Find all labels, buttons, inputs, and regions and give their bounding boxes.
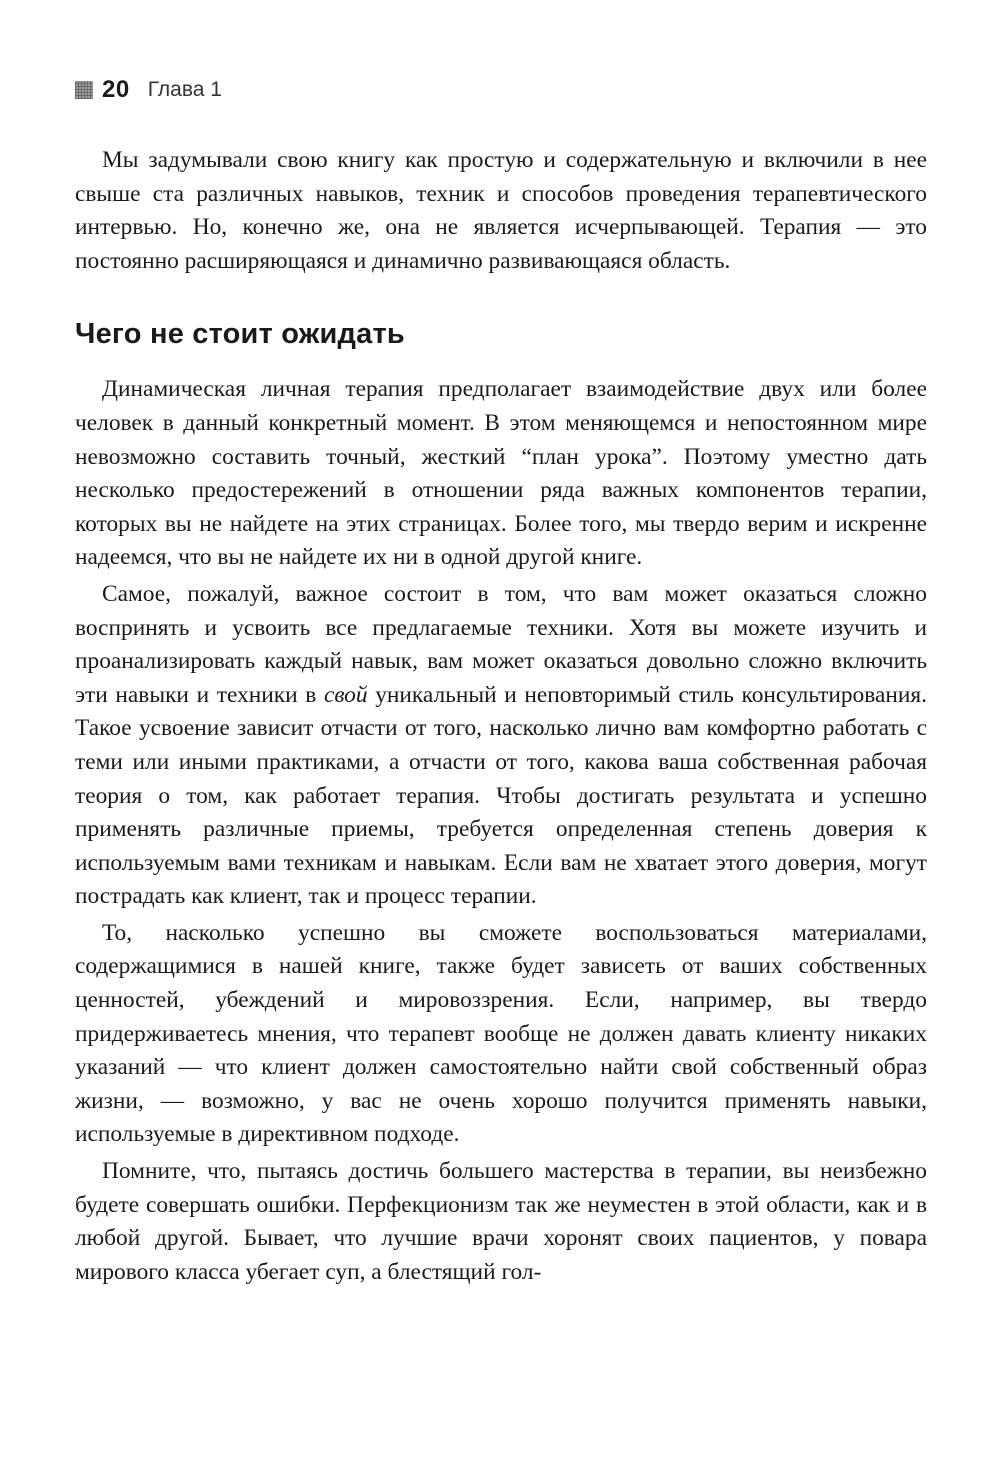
body-text bbox=[75, 144, 927, 1289]
book-page bbox=[75, 70, 927, 1289]
running-head bbox=[75, 70, 927, 110]
paragraph-mistakes: Помните, что, пытаясь достичь большего мастерства в терапии, вы неизбежно будете совершать ошибки. Перфекционизм так же неуместен в этой области, как и в любой другой. Бывает, что лучшие врачи хоронят своих пациентов, у повара мирового класса убегает суп, а блестящий гол- bbox=[75, 1158, 927, 1285]
section-heading: Чего не стоит ожидать bbox=[75, 318, 405, 351]
paragraph-values: То, насколько успешно вы сможете воспользоваться материалами, содержащимися в нашей книге, также будет зависеть от ваших собственных ценностей, убеждений и мировоззрения. Если, например, вы твердо придерживаетесь мнения, что терапевт вообще не должен давать клиенту никаких указаний — что клиент должен самостоятельно найти свой собственный образ жизни, — возможно, у вас не очень хорошо получится применять навыки, используемые в директивном подходе. bbox=[75, 919, 927, 1148]
intro-paragraph: Мы задумывали свою книгу как простую и содержательную и включили в нее свыше ста различных навыков, техник и способов проведения терапевтического интервью. Но, конечно же, она не является исчерпывающей. Терапия — это постоянно расширяющаяся и динамично развивающаяся область. bbox=[75, 147, 927, 274]
emphasis-text: свой bbox=[323, 681, 368, 708]
paragraph-text: уникальный и неповторимый стиль консультирования. Такое усвоение зависит отчасти от того, насколько лично вам комфортно работать с теми или иными практиками, а отчасти от того, какова ваша собственная рабочая теория о том, как работает терапия. Чтобы достигать результата и успешно применять различные приемы, требуется определенная степень доверия к используемым вами техникам и навыкам. Если вам не хватает этого доверия, могут пострадать как клиент, так и процесс терапии. bbox=[75, 681, 927, 910]
page-marker-icon bbox=[75, 81, 93, 99]
paragraph-techniques bbox=[75, 578, 927, 914]
page-number: 20 bbox=[102, 76, 130, 103]
paragraph-text: Самое, пожалуй, важное состоит в том, что вам может оказаться сложно воспринять и усвоить все предлагаемые техники. Хотя вы можете изучить и проанализировать каждый навык, вам может оказаться довольно сложно включить эти навыки и техники в bbox=[75, 580, 927, 708]
paragraph-expectations: Динамическая личная терапия предполагает взаимодействие двух или более человек в данный конкретный момент. В этом меняющемся и непостоянном мире невозможно составить точный, жесткий “план урока”. Поэтому уместно дать несколько предостережений в отношении ряда важных компонентов терапии, которых вы не найдете на этих страницах. Более того, мы твердо верим и искренне надеемся, что вы не найдете их ни в одной другой книге. bbox=[75, 376, 927, 571]
chapter-label: Глава 1 bbox=[147, 78, 222, 101]
